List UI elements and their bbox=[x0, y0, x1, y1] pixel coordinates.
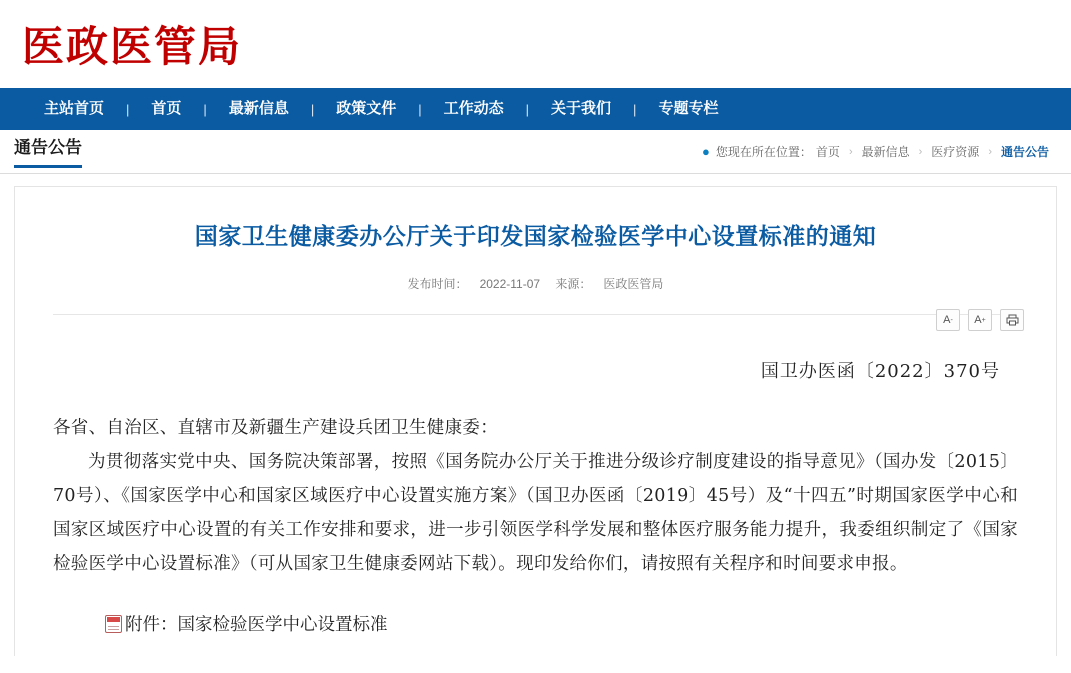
nav-separator: | bbox=[525, 101, 530, 117]
breadcrumb-item-medical-resources[interactable]: 医疗资源 bbox=[931, 145, 980, 159]
nav-separator: | bbox=[310, 101, 315, 117]
article-container bbox=[14, 186, 1057, 656]
attachment-link[interactable]: 国家检验医学中心设置标准 bbox=[177, 615, 388, 635]
attachment-label: 附件： bbox=[125, 615, 178, 635]
main-navigation bbox=[0, 88, 1071, 130]
font-decrease-sup: - bbox=[950, 316, 953, 324]
publish-time-value: 2022-11-07 bbox=[479, 277, 541, 291]
source-label: 来源： bbox=[555, 277, 592, 291]
font-increase-sup: + bbox=[981, 316, 986, 324]
document-number: 国卫办医函〔2022〕370号 bbox=[760, 361, 1000, 382]
breadcrumb-label: 您现在所在位置： bbox=[715, 145, 812, 159]
breadcrumb-item-announcements: 通告公告 bbox=[1000, 145, 1049, 159]
breadcrumb-arrow-icon: › bbox=[848, 145, 853, 158]
nav-item-home[interactable]: 首页 bbox=[151, 100, 182, 117]
article-paragraph-1: 为贯彻落实党中央、国务院决策部署，按照《国务院办公厅关于推进分级诊疗制度建设的指导意见》（国办发〔2015〕70号）、《国家医学中心和国家区域医疗中心设置实施方案》（国卫办医函〔2019〕45号）及“十四五”时期国家医学中心和国家区域医疗中心设置的有关工作安排和要求，进一步引领医学科学发展和整体医疗服务能力提升，我委组织制定了《国家检验医学中心设置标准》（可从国家卫生健康委网站下载）。现印发给你们，请按照有关程序和时间要求申报。 bbox=[53, 452, 1018, 574]
site-logo[interactable]: 医政医管局 bbox=[22, 22, 243, 71]
breadcrumb-item-latest-news[interactable]: 最新信息 bbox=[861, 145, 910, 159]
font-decrease-button[interactable] bbox=[936, 309, 960, 331]
nav-item-latest-news[interactable]: 最新信息 bbox=[228, 100, 289, 117]
nav-item-special-topics[interactable]: 专题专栏 bbox=[658, 100, 719, 117]
article-paragraph-salutation: 各省、自治区、直辖市及新疆生产建设兵团卫生健康委： bbox=[53, 418, 498, 438]
breadcrumb bbox=[702, 143, 1049, 160]
publish-time-label: 发布时间： bbox=[407, 277, 468, 291]
nav-separator: | bbox=[126, 101, 130, 117]
font-decrease-label: A bbox=[943, 313, 951, 326]
printer-icon bbox=[1006, 314, 1019, 326]
article-body bbox=[53, 411, 1018, 581]
pdf-file-icon bbox=[105, 615, 122, 633]
breadcrumb-arrow-icon: › bbox=[988, 145, 992, 158]
nav-separator: | bbox=[633, 101, 637, 117]
font-increase-button[interactable] bbox=[968, 309, 992, 331]
page-title: 通告公告 bbox=[14, 135, 82, 168]
nav-separator: | bbox=[418, 101, 422, 117]
article-meta bbox=[53, 275, 1018, 292]
meta-divider bbox=[53, 314, 1018, 315]
article-toolbar bbox=[936, 309, 1024, 331]
nav-separator: | bbox=[203, 101, 207, 117]
nav-item-work-updates[interactable]: 工作动态 bbox=[443, 100, 504, 117]
font-increase-label: A bbox=[974, 313, 982, 326]
breadcrumb-arrow-icon: › bbox=[918, 145, 923, 158]
nav-item-about-us[interactable]: 关于我们 bbox=[551, 100, 612, 117]
sub-header bbox=[0, 130, 1071, 174]
source-value: 医政医管局 bbox=[603, 277, 664, 291]
nav-item-policy-documents[interactable]: 政策文件 bbox=[336, 100, 397, 117]
location-pin-icon: ● bbox=[702, 144, 710, 159]
breadcrumb-item-home[interactable]: 首页 bbox=[815, 145, 840, 159]
site-header bbox=[0, 0, 1071, 88]
print-button[interactable] bbox=[1000, 309, 1024, 331]
attachment-row bbox=[53, 611, 1018, 636]
article-title: 国家卫生健康委办公厅关于印发国家检验医学中心设置标准的通知 bbox=[194, 223, 877, 249]
nav-item-main-home[interactable]: 主站首页 bbox=[44, 100, 105, 117]
